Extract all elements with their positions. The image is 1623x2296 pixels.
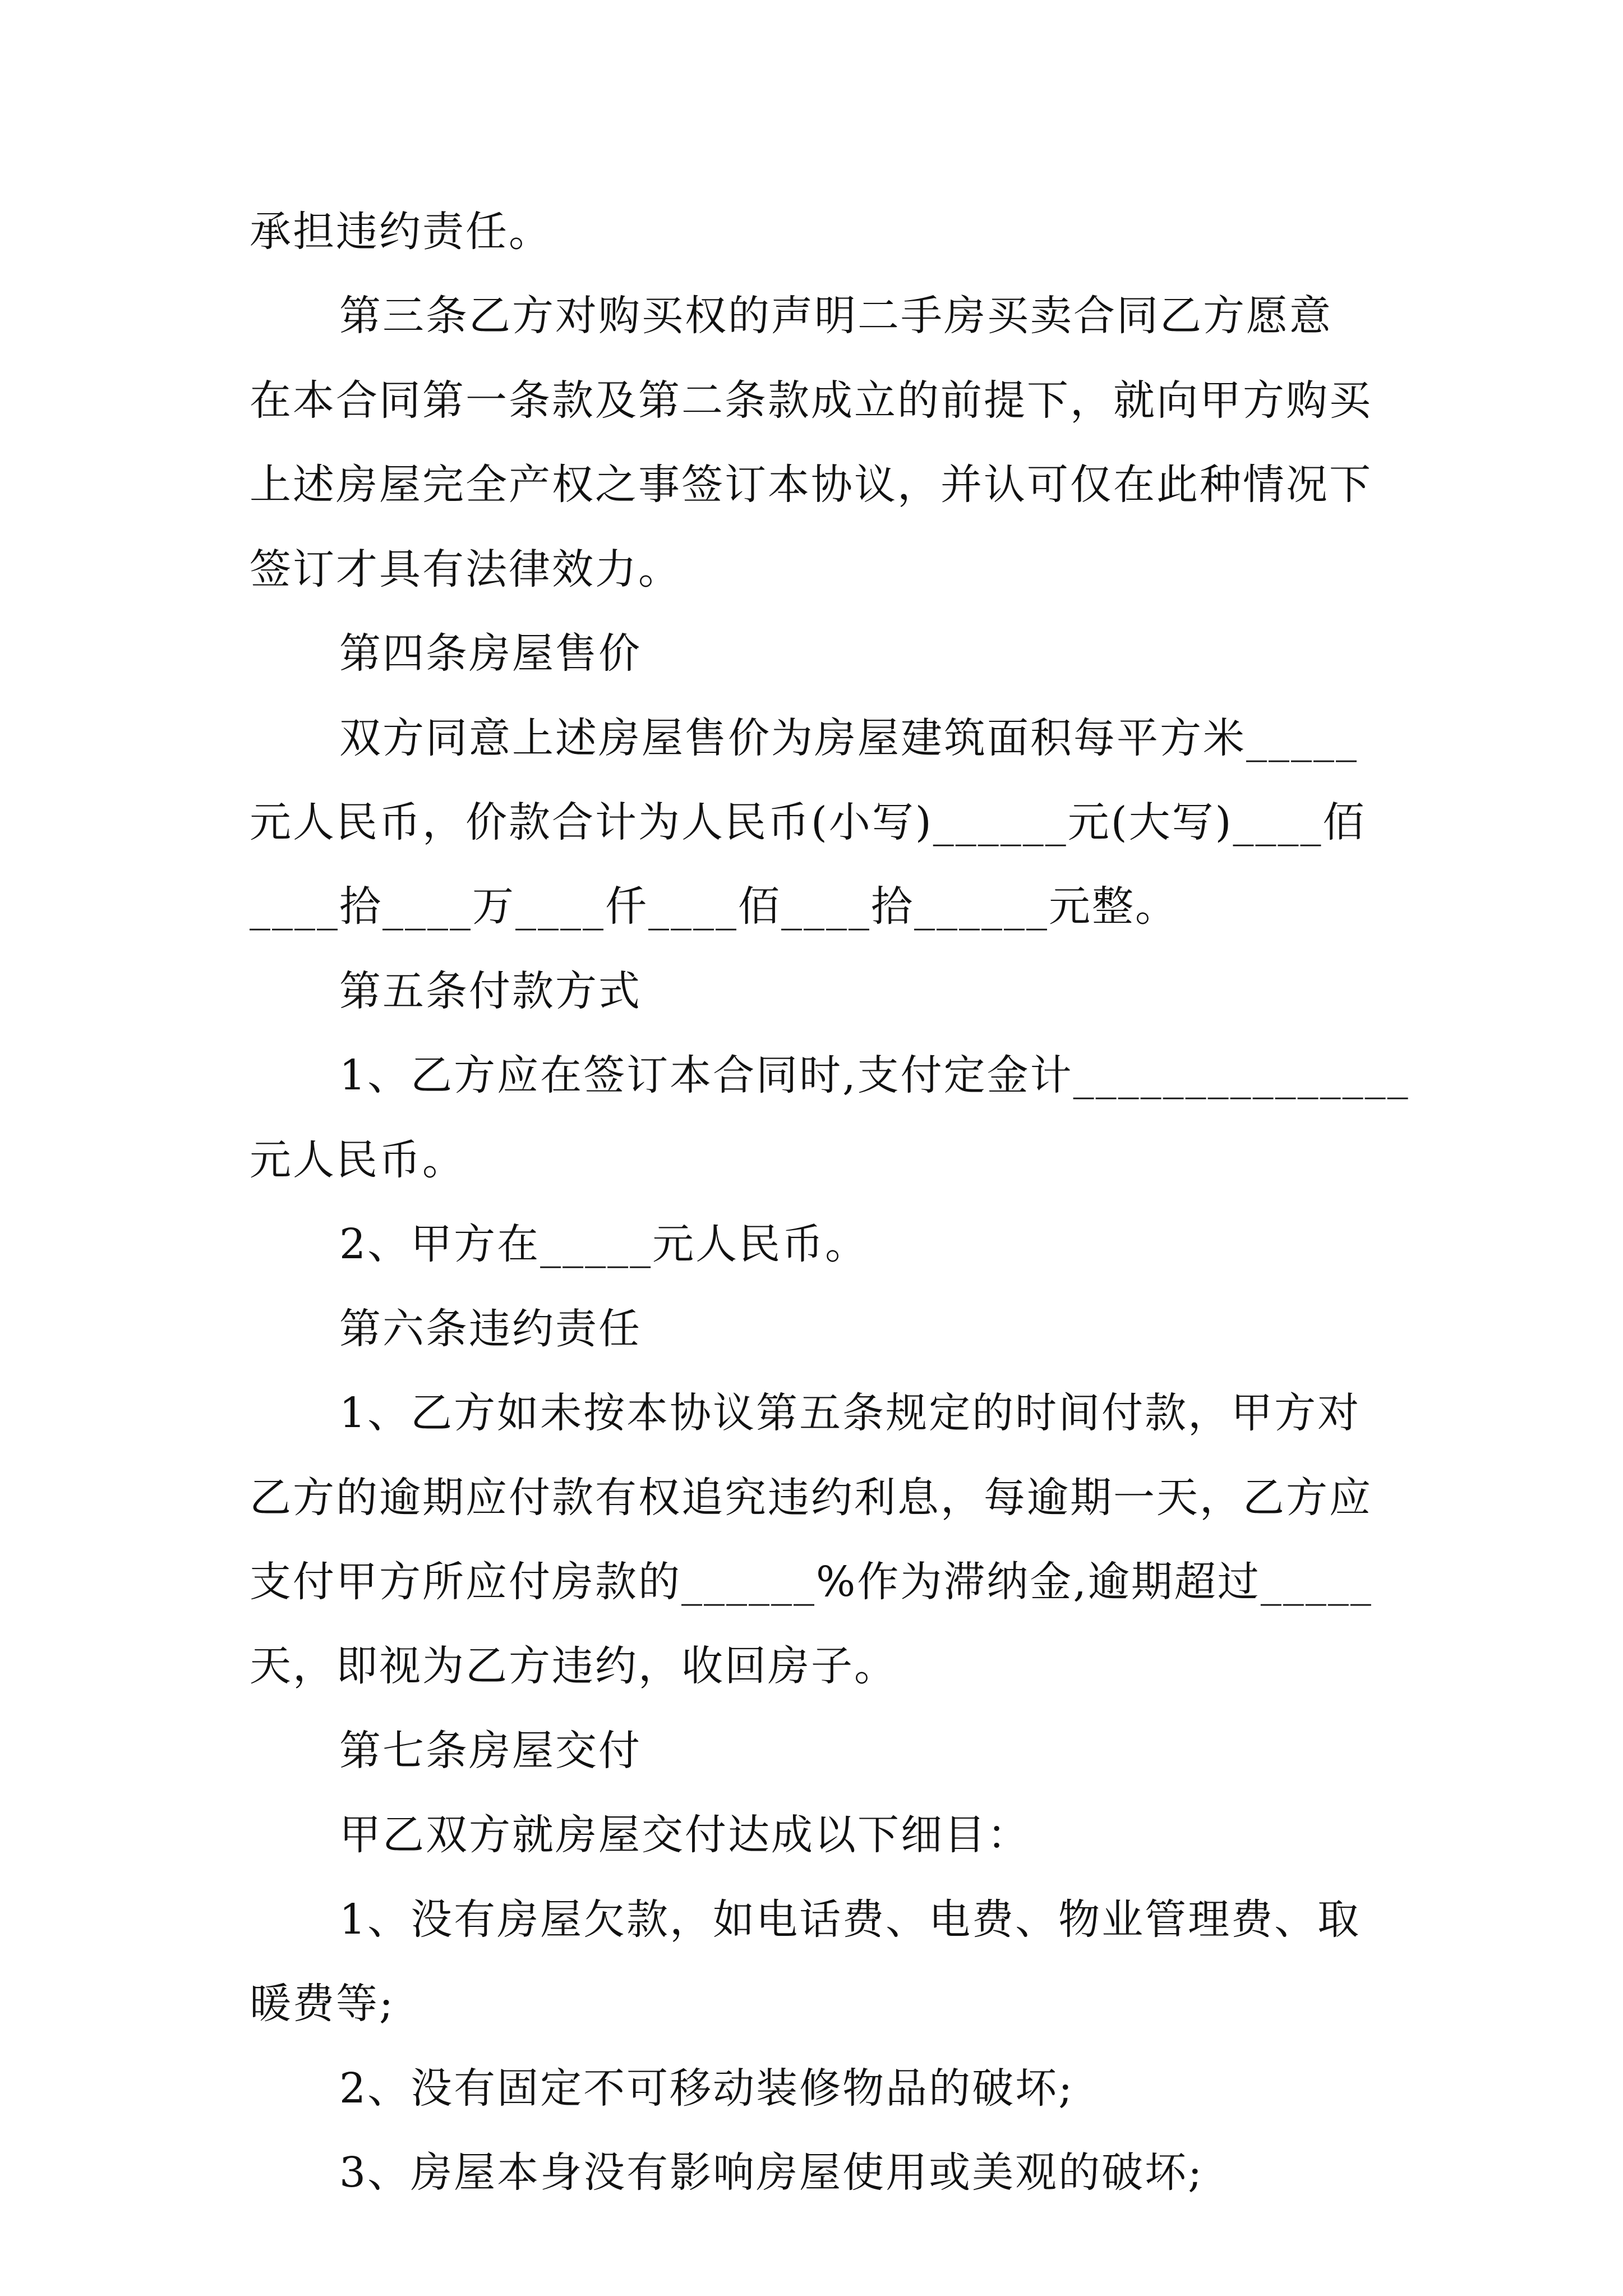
- text-line: 2、甲方在_____元人民币。: [339, 1220, 869, 1268]
- text-line: 支付甲方所应付房款的______%作为滞纳金,逾期超过_____: [250, 1558, 1373, 1606]
- text-line: 乙方的逾期应付款有权追究违约利息，每逾期一天，乙方应: [250, 1474, 1372, 1522]
- text-line: 甲乙双方就房屋交付达成以下细目：: [339, 1811, 1030, 1859]
- text-line: 在本合同第一条款及第二条款成立的前提下，就向甲方购买: [250, 376, 1372, 425]
- text-line: 元人民币。: [250, 1136, 465, 1184]
- text-line: 承担违约责任。: [250, 208, 552, 256]
- section-heading: 第六条违约责任: [339, 1305, 642, 1353]
- section-heading: 第四条房屋售价: [339, 629, 642, 678]
- text-line: 元人民币，价款合计为人民币(小写)______元(大写)____佰: [250, 798, 1366, 846]
- text-line: ____拾____万____仟____佰____拾______元整。: [250, 882, 1178, 931]
- text-line: 暖费等;: [250, 1980, 395, 2028]
- text-line: 1、乙方应在签订本合同时,支付定金计_______________: [339, 1051, 1410, 1099]
- section-heading: 第七条房屋交付: [339, 1727, 642, 1775]
- text-line: 双方同意上述房屋售价为房屋建筑面积每平方米_____: [339, 714, 1358, 762]
- text-line: 3、房屋本身没有影响房屋使用或美观的破坏;: [339, 2148, 1204, 2197]
- text-line: 1、乙方如未按本协议第五条规定的时间付款，甲方对: [339, 1389, 1361, 1437]
- text-line: 第三条乙方对购买权的声明二手房买卖合同乙方愿意: [339, 292, 1332, 340]
- text-line: 1、没有房屋欠款，如电话费、电费、物业管理费、取: [339, 1895, 1361, 1944]
- text-line: 天，即视为乙方违约，收回房子。: [250, 1642, 897, 1690]
- section-heading: 第五条付款方式: [339, 967, 642, 1015]
- text-line: 上述房屋完全产权之事签订本协议，并认可仅在此种情况下: [250, 461, 1372, 509]
- text-line: 签订才具有法律效力。: [250, 545, 681, 593]
- text-line: 2、没有固定不可移动装修物品的破坏;: [339, 2064, 1075, 2113]
